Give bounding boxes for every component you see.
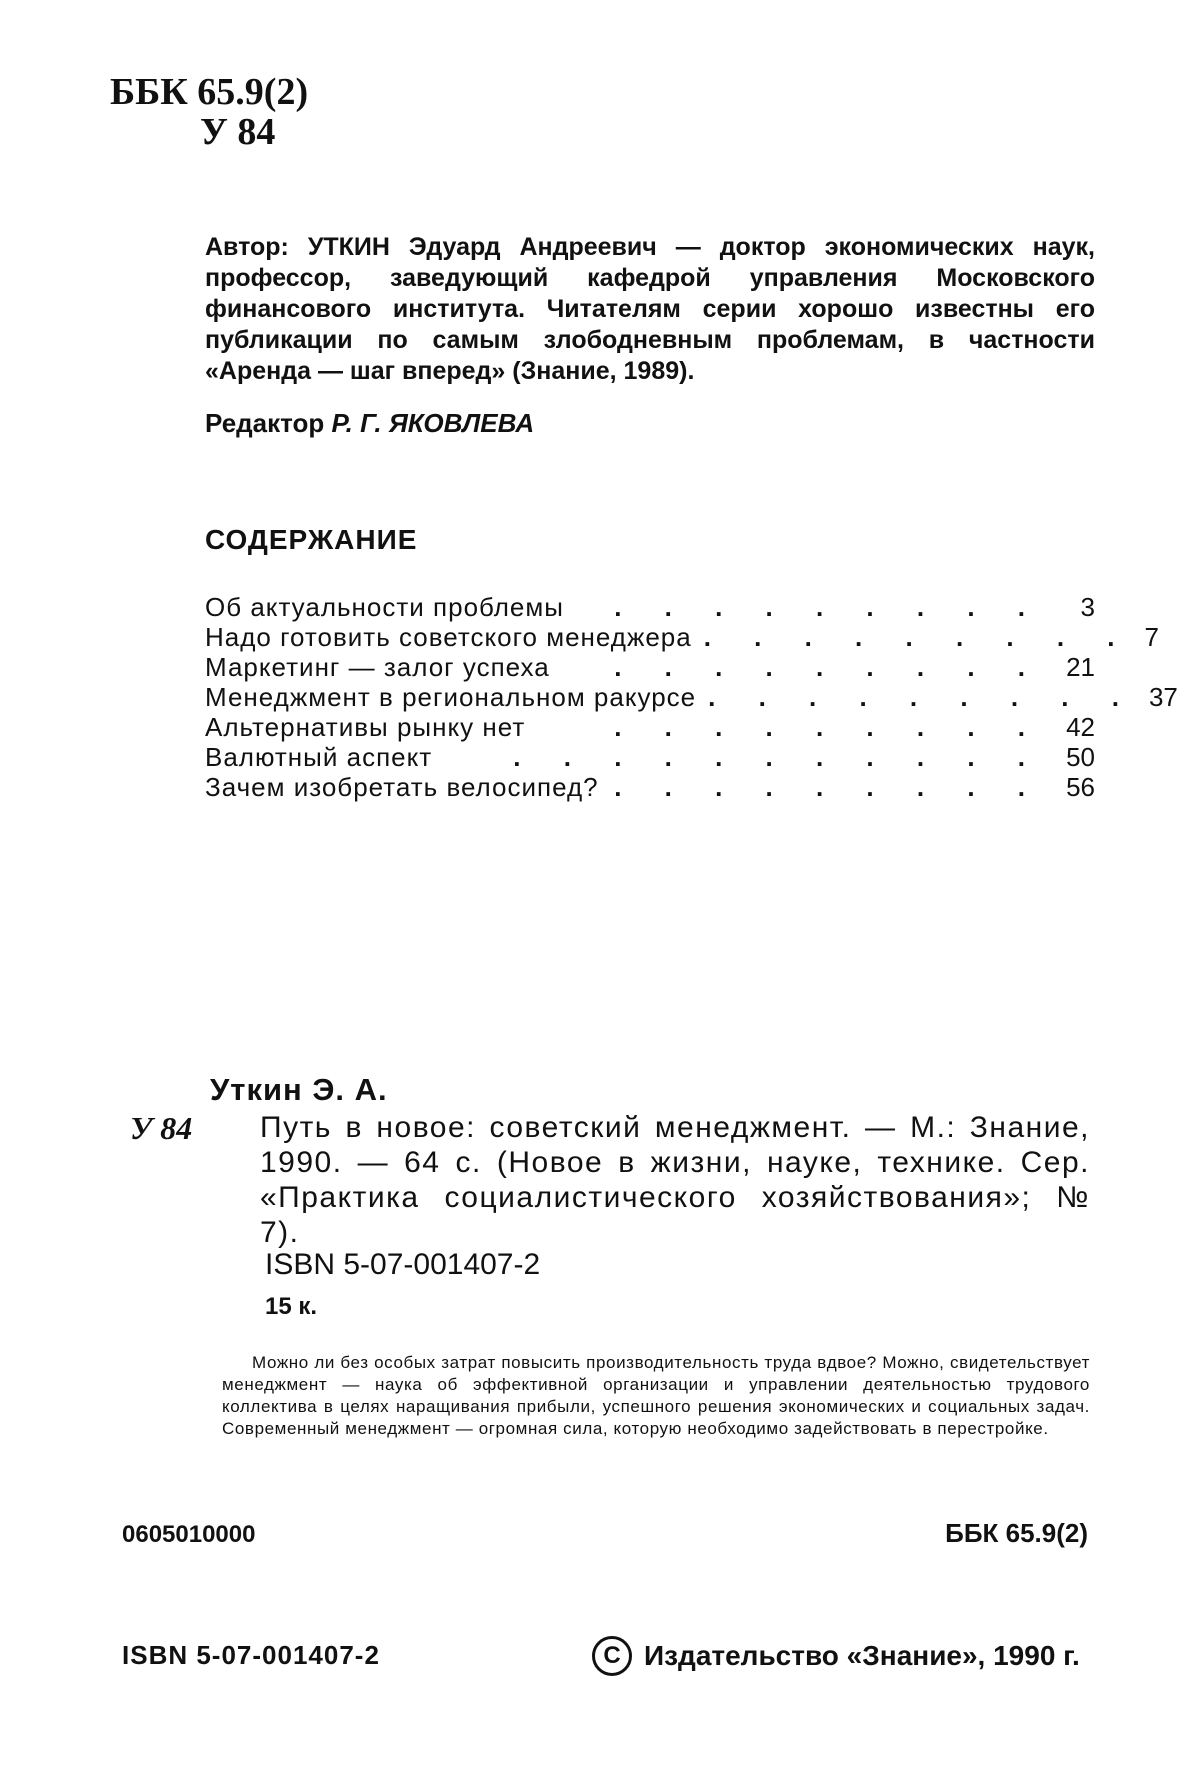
toc-title: СОДЕРЖАНИЕ [205, 524, 418, 555]
publisher-name: Издательство «Знание», 1990 г. [644, 1640, 1080, 1671]
table-of-contents [205, 592, 1178, 802]
bbk-footer: ББК 65.9(2) [945, 1518, 1088, 1548]
publication-code: 0605010000 [122, 1521, 256, 1548]
author-note: Автор: УТКИН Эдуард Андреевич — доктор экономических наук, профессор, заведующий кафедрой управления Московского финансового института. Читателям серии хорошо известны его публикации по самым злободневным проблемам, в частности «Аренда — шаг вперед» (Знание, 1989). [205, 233, 1095, 385]
toc-leader-dots: . . . . . . . . . . . [513, 742, 1043, 772]
toc-item-label: Об актуальности проблемы [205, 592, 564, 622]
annotation: Можно ли без особых затрат повысить производительность труда вдвое? Можно, свидетельствует менеджмент — наука об эффективной организации и управлении деятельностью трудового коллектива в целях наращивания прибыли, успешного решения экономических и социальных задач. Современный менеджмент — огромная сила, которую необходимо задействовать в перестройке. [222, 1353, 1090, 1438]
toc-item-page: 56 [1066, 772, 1095, 802]
isbn-footer: ISBN 5-07-001407-2 [122, 1640, 380, 1670]
toc-item-page: 50 [1066, 742, 1095, 772]
publisher-line [592, 1636, 1080, 1676]
toc-item-page: 42 [1066, 712, 1095, 742]
catalog-card-description [210, 1110, 1090, 1250]
toc-item [205, 742, 1095, 772]
catalog-card-author: Уткин Э. А. [210, 1072, 388, 1107]
bbk-classification: ББК 65.9(2) [110, 71, 309, 113]
toc-item [205, 652, 1095, 682]
toc-leader-dots: . . . . . . . . . [614, 772, 1043, 802]
toc-item [205, 682, 1178, 712]
toc-leader-dots: . . . . . . . . . [614, 652, 1043, 682]
toc-item-label: Маркетинг — залог успеха [205, 652, 550, 682]
toc-item-label: Альтернативы рынку нет [205, 712, 526, 742]
toc-item-label: Зачем изобретать велосипед? [205, 772, 599, 802]
editor-line [205, 408, 534, 439]
toc-leader-dots: . . . . . . . . . [708, 682, 1137, 712]
toc-item [205, 772, 1095, 802]
toc-item-page: 21 [1066, 652, 1095, 682]
copyright-icon: C [592, 1636, 632, 1676]
toc-item-label: Менеджмент в региональном ракурсе [205, 682, 697, 712]
toc-item-page: 37 [1148, 682, 1178, 712]
toc-item-label: Надо готовить советского менеджера [205, 622, 692, 652]
price: 15 к. [265, 1293, 318, 1320]
toc-item-page: 3 [1080, 592, 1095, 622]
toc-leader-dots: . . . . . . . . . [614, 592, 1043, 622]
bbk-header [110, 72, 308, 152]
editor-label: Редактор [205, 408, 325, 438]
toc-item [205, 592, 1095, 622]
toc-item [205, 622, 1159, 652]
toc-leader-dots: . . . . . . . . . [703, 622, 1133, 652]
catalog-card-index: У 84 [130, 1110, 193, 1146]
author-mark: У 84 [200, 111, 276, 153]
bibliographic-description: Путь в новое: советский менеджмент. — М.: Знание, 1990. — 64 с. (Новое в жизни, науке, технике. Сер. «Практика социалистического хозяйствования»; № 7). [260, 1111, 1090, 1249]
toc-item-page: 7 [1144, 622, 1159, 652]
toc-item-label: Валютный аспект [205, 742, 433, 772]
toc-item [205, 712, 1095, 742]
toc-leader-dots: . . . . . . . . . [614, 712, 1043, 742]
editor-name: Р. Г. ЯКОВЛЕВА [331, 408, 535, 438]
catalog-card-isbn: ISBN 5-07-001407-2 [265, 1248, 541, 1281]
